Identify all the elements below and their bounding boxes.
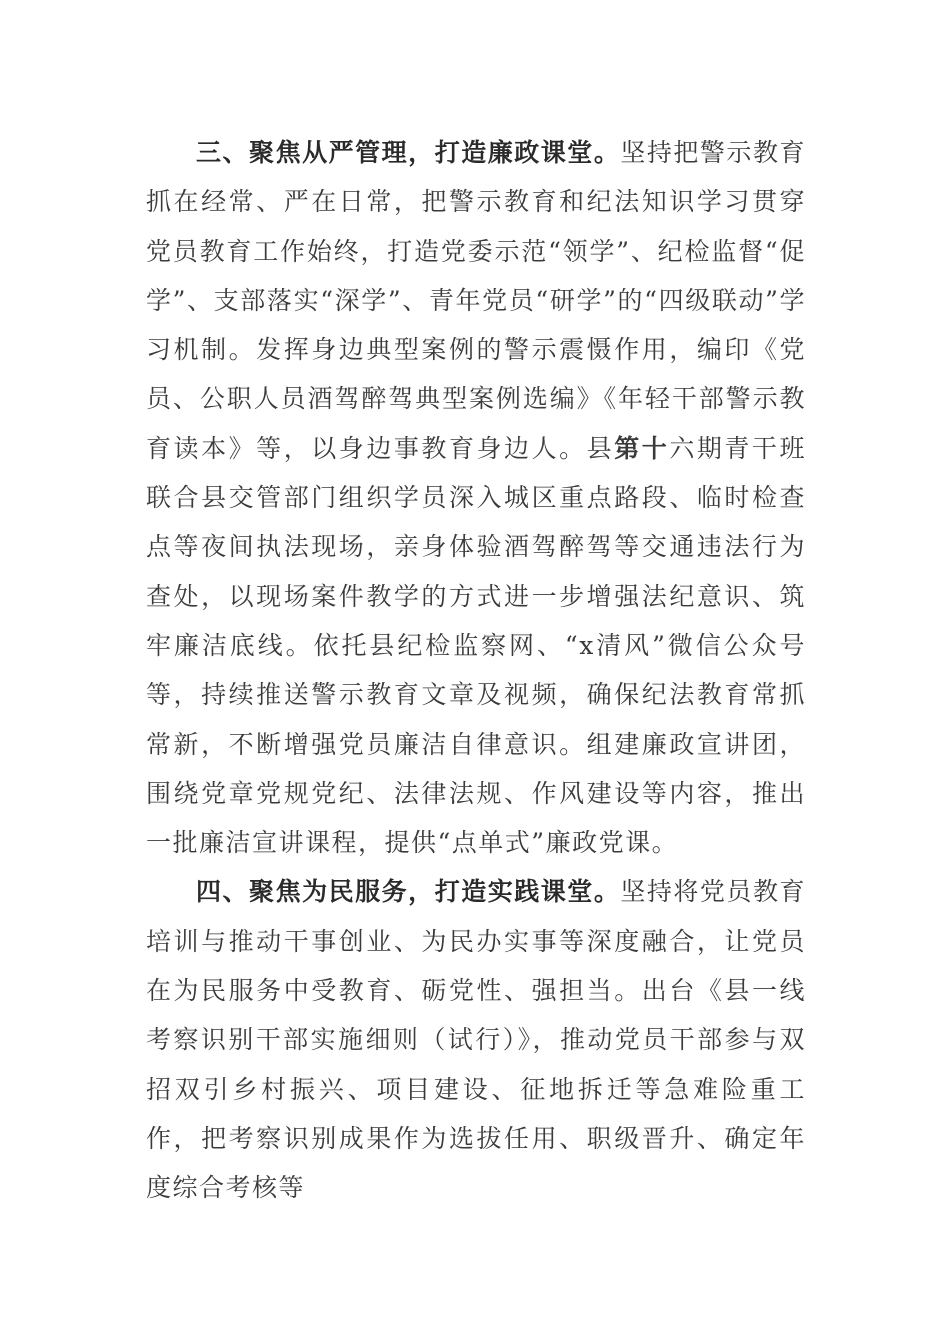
paragraph-text: 六期青干班联合县交管部门组织学员深入城区重点路段、临时检查点等夜间执法现场，亲身体验酒驾醉驾等交通违法行为查处，以现场案件教学的方式进一步增强法纪意识、筑牢廉洁底线。依托县纪检监察网、“x清风”微信公众号等，持续推送警示教育文章及视频，确保纪法教育常抓常新，不断增强党员廉洁自律意识。组建廉政宣讲团，围绕党章党规党纪、法律法规、作风建设等内容，推出一批廉洁宣讲课程，提供“点单式”廉政党课。: [146, 433, 806, 858]
paragraph-text: 坚持把警示教育抓在经常、严在日常，把警示教育和纪法知识学习贯穿党员教育工作始终，打造党委示范“领学”、纪检监督“促学”、支部落实“深学”、青年党员“研学”的“四级联动”学习机制。发挥身边典型案例的警示震慑作用，编印《党员、公职人员酒驾醉驾典型案例选编》《年轻干部警示教育读本》等，以身边事教育身边人。县: [146, 138, 806, 463]
paragraph-text: 坚持将党员教育培训与推动干事创业、为民办实事等深度融合，让党员在为民服务中受教育、砺党性、强担当。出台《县一线考察识别干部实施细则（试行）》，推动党员干部参与双招双引乡村振兴、项目建设、征地拆迁等急难险重工作，把考察识别成果作为选拔任用、职级晋升、确定年度综合考核等: [146, 877, 806, 1203]
paragraph-practice-classroom: [146, 867, 806, 1212]
emphasized-text: 第十: [614, 433, 670, 463]
section-heading-four: 四、聚焦为民服务，打造实践课堂。: [196, 877, 621, 907]
paragraph-discipline-classroom: [146, 128, 806, 867]
document-body: [146, 128, 806, 1213]
section-heading-three: 三、聚焦从严管理，打造廉政课堂。: [196, 138, 621, 167]
